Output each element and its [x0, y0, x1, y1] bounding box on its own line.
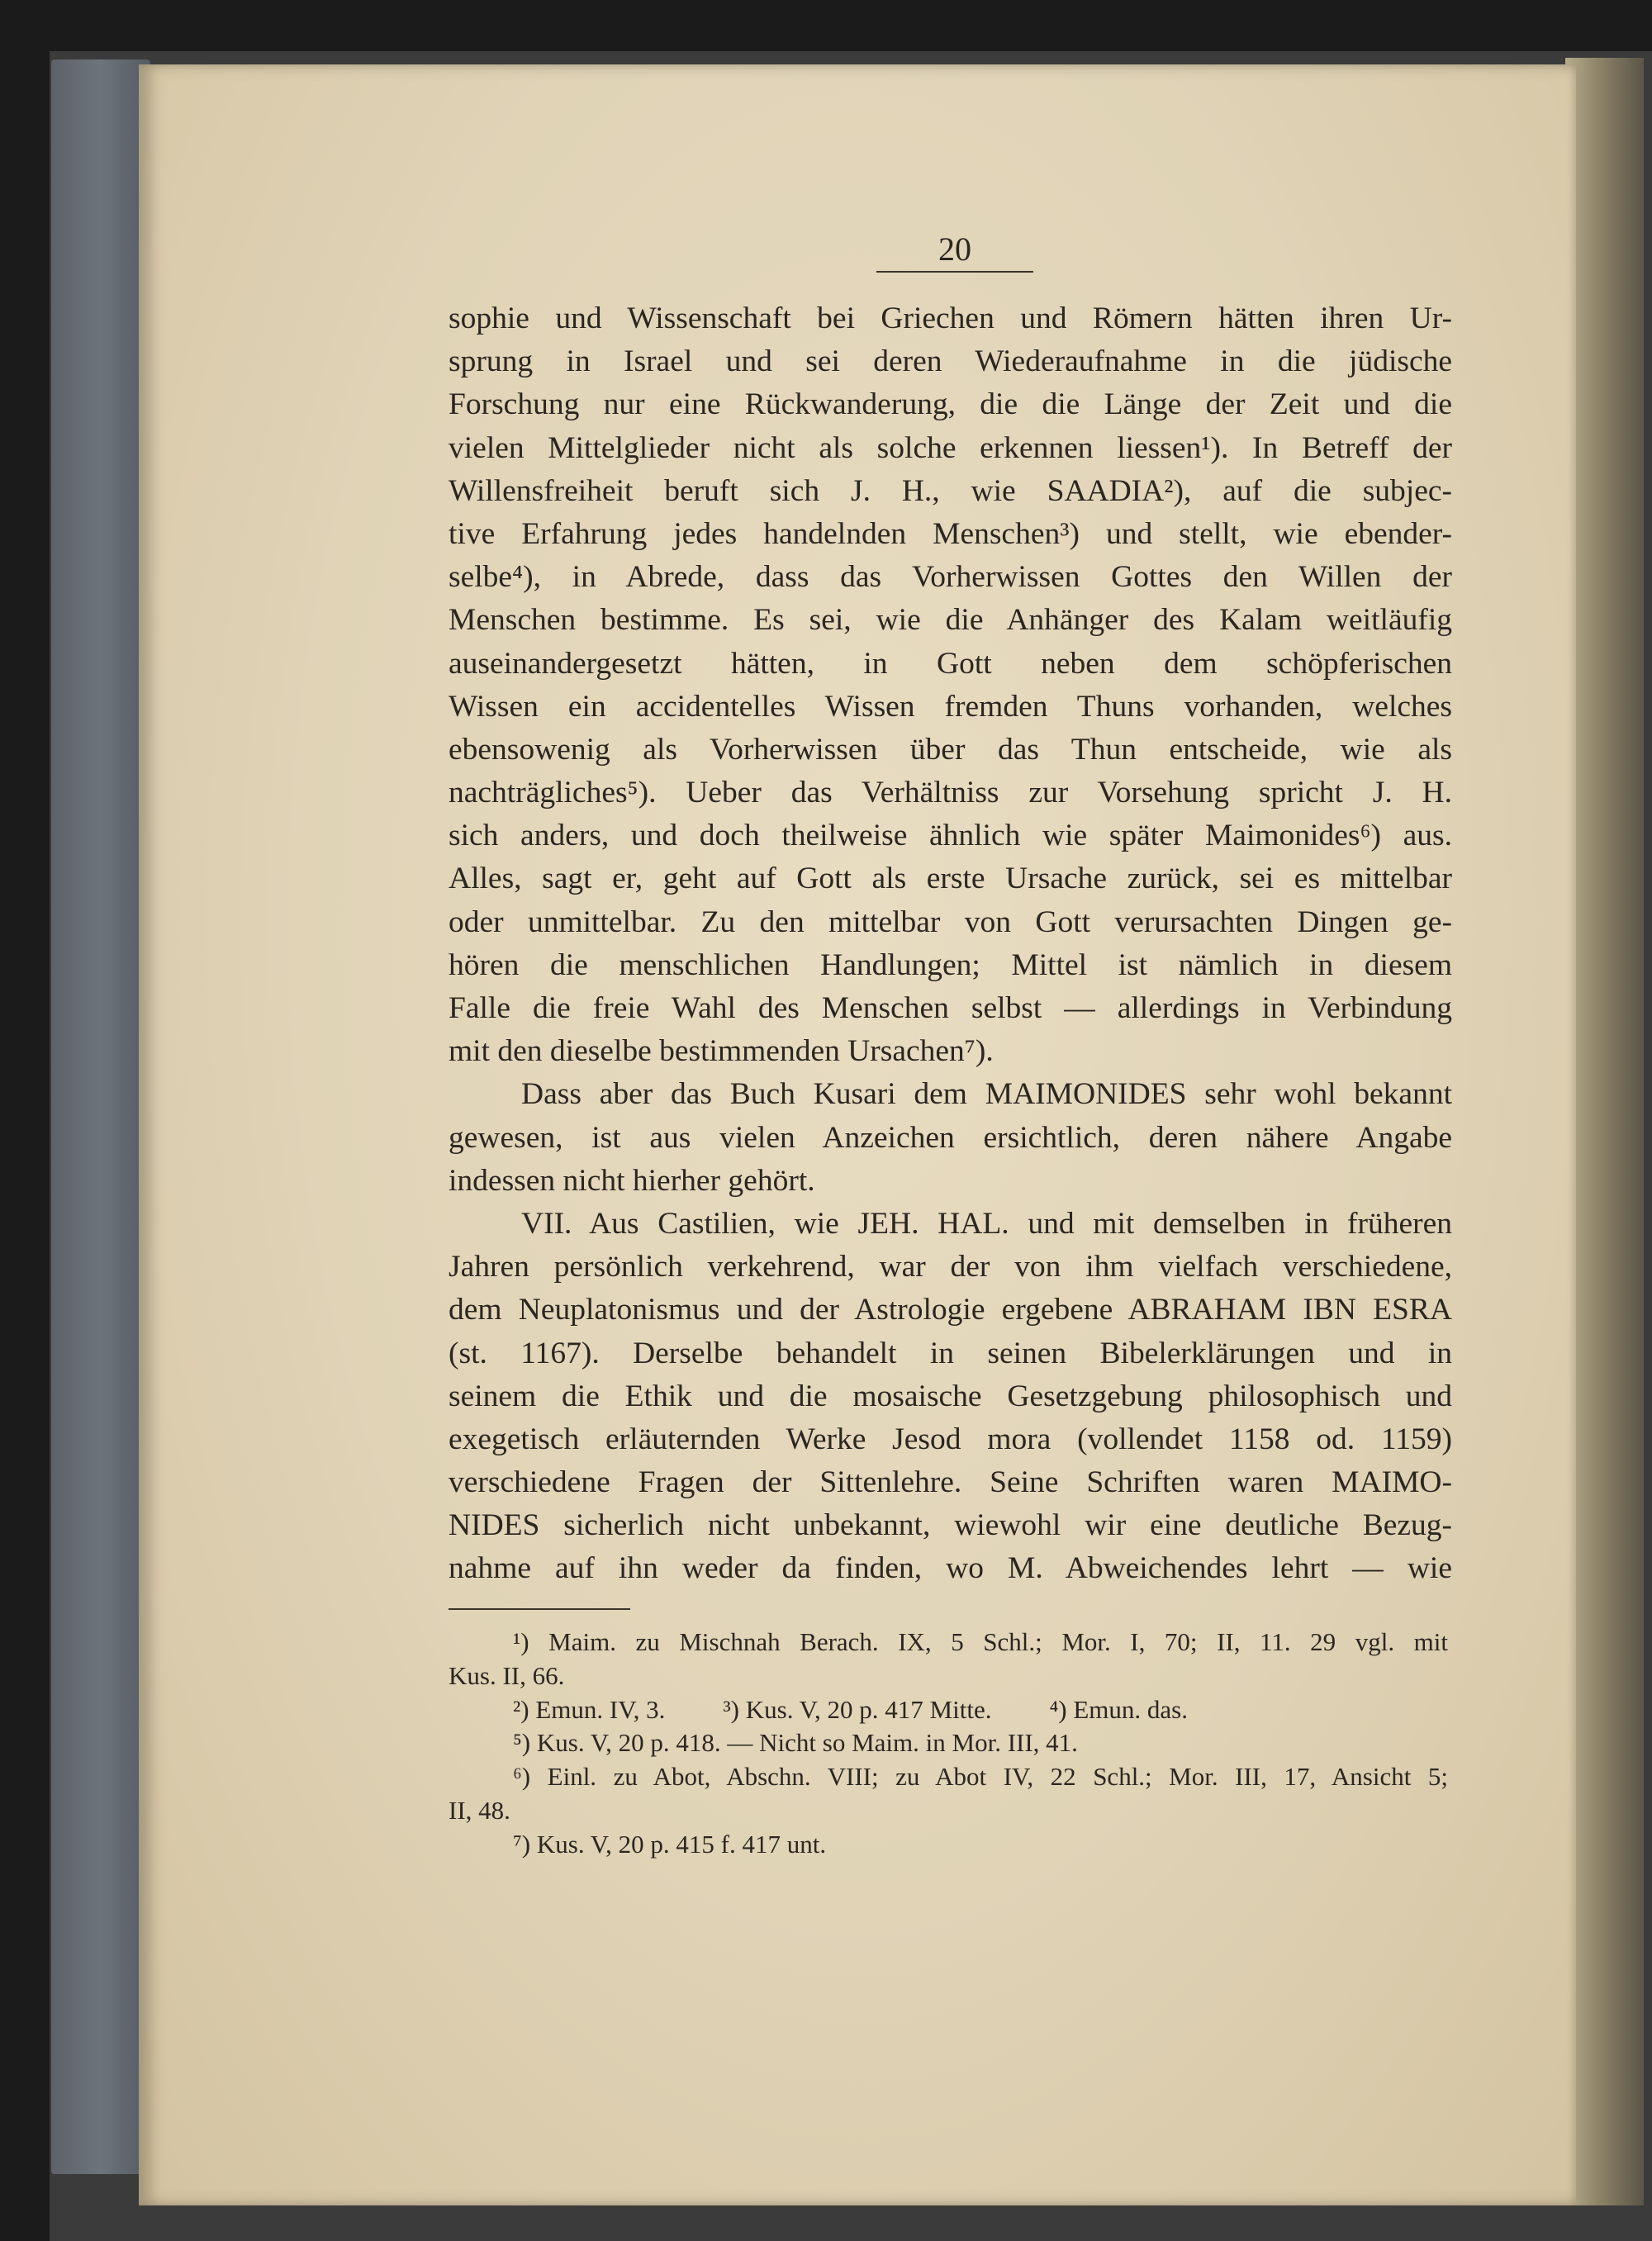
footnotes — [449, 1626, 1448, 1862]
text-line: nahme auf ihn weder da finden, wo M. Abweichendes lehrt — wie — [449, 1551, 1452, 1586]
text-line: NIDES sicherlich nicht unbekannt, wiewohl wir eine deutliche Bezug- — [449, 1508, 1452, 1543]
text-line: Jahren persönlich verkehrend, war der von ihm vielfach verschiedene, — [449, 1250, 1452, 1284]
footnote-line: ⁷) Kus. V, 20 p. 415 f. 417 unt. — [513, 1829, 827, 1859]
footnote-line: ⁵) Kus. V, 20 p. 418. — Nicht so Maim. in Mor. III, 41. — [513, 1728, 1078, 1758]
footnote-4: ⁴) Emun. das. — [1049, 1694, 1188, 1724]
text-line: Falle die freie Wahl des Menschen selbst — allerdings in Verbindung — [449, 991, 1452, 1025]
footnote-line — [449, 1693, 1448, 1727]
text-line: sich anders, und doch theilweise ähnlich wie später Maimonides⁶) aus. — [449, 819, 1452, 853]
text-line: auseinandergesetzt hätten, in Gott neben dem schöpferischen — [449, 646, 1452, 681]
text-line: nachträgliches⁵). Ueber das Verhältniss zur Vorsehung spricht J. H. — [449, 776, 1452, 810]
text-line: gewesen, ist aus vielen Anzeichen ersichtlich, deren nähere Angabe — [449, 1120, 1452, 1155]
footnote-line: ¹) Maim. zu Mischnah Berach. IX, 5 Schl.; Mor. I, 70; II, 11. 29 vgl. mit — [513, 1627, 1448, 1656]
text-line: tive Erfahrung jedes handelnden Menschen³) und stellt, wie ebender- — [449, 516, 1452, 551]
text-line: VII. Aus Castilien, wie JEH. HAL. und mit demselben in früheren — [521, 1206, 1452, 1241]
text-line: Alles, sagt er, geht auf Gott als erste Ursache zurück, sei es mittelbar — [449, 862, 1452, 896]
footnote-line: Kus. II, 66. — [449, 1660, 565, 1690]
text-line: selbe⁴), in Abrede, dass das Vorherwissen Gottes den Willen der — [449, 560, 1452, 595]
text-line: ebensowenig als Vorherwissen über das Thun entscheide, wie als — [449, 732, 1452, 767]
text-line: mit den dieselbe bestimmenden Ursachen⁷). — [449, 1034, 994, 1069]
text-line: Willensfreiheit beruft sich J. H., wie SAADIA²), auf die subjec- — [449, 473, 1452, 508]
text-line: hören die menschlichen Handlungen; Mittel ist nämlich in diesem — [449, 947, 1452, 982]
text-line: oder unmittelbar. Zu den mittelbar von Gott verursachten Dingen ge- — [449, 904, 1452, 939]
text-line: Menschen bestimme. Es sei, wie die Anhänger des Kalam weitläufig — [449, 603, 1452, 638]
footnote-2: ²) Emun. IV, 3. — [513, 1694, 666, 1724]
text-line: Wissen ein accidentelles Wissen fremden Thuns vorhanden, welches — [449, 689, 1452, 724]
footnote-3: ³) Kus. V, 20 p. 417 Mitte. — [723, 1694, 992, 1724]
text-line: dem Neuplatonismus und der Astrologie ergebene ABRAHAM IBN ESRA — [449, 1293, 1452, 1327]
footnote-rule — [449, 1608, 630, 1610]
text-line: sprung in Israel und sei deren Wiederaufnahme in die jüdische — [449, 344, 1452, 379]
page-number: 20 — [876, 230, 1033, 273]
text-line: Dass aber das Buch Kusari dem MAIMONIDES sehr wohl bekannt — [521, 1077, 1452, 1112]
text-line: verschiedene Fragen der Sittenlehre. Seine Schriften waren MAIMO- — [449, 1465, 1452, 1500]
text-line: (st. 1167). Derselbe behandelt in seinen Bibelerklärungen und in — [449, 1336, 1452, 1370]
text-line: Forschung nur eine Rückwanderung, die die Länge der Zeit und die — [449, 387, 1452, 422]
text-line: seinem die Ethik und die mosaische Gesetzgebung philosophisch und — [449, 1379, 1452, 1413]
footnote-line: II, 48. — [449, 1795, 510, 1825]
page-edge — [1565, 58, 1644, 2205]
text-line: sophie und Wissenschaft bei Griechen und Römern hätten ihren Ur- — [449, 301, 1452, 335]
text-line: exegetisch erläuternden Werke Jesod mora (vollendet 1158 od. 1159) — [449, 1422, 1452, 1456]
main-text — [449, 297, 1452, 1591]
text-line: indessen nicht hierher gehört. — [449, 1163, 815, 1198]
text-line: vielen Mittelglieder nicht als solche erkennen liessen¹). In Betreff der — [449, 430, 1452, 465]
footnote-line: ⁶) Einl. zu Abot, Abschn. VIII; zu Abot IV, 22 Schl.; Mor. III, 17, Ansicht 5; — [513, 1762, 1448, 1792]
book-spine — [51, 59, 150, 2174]
